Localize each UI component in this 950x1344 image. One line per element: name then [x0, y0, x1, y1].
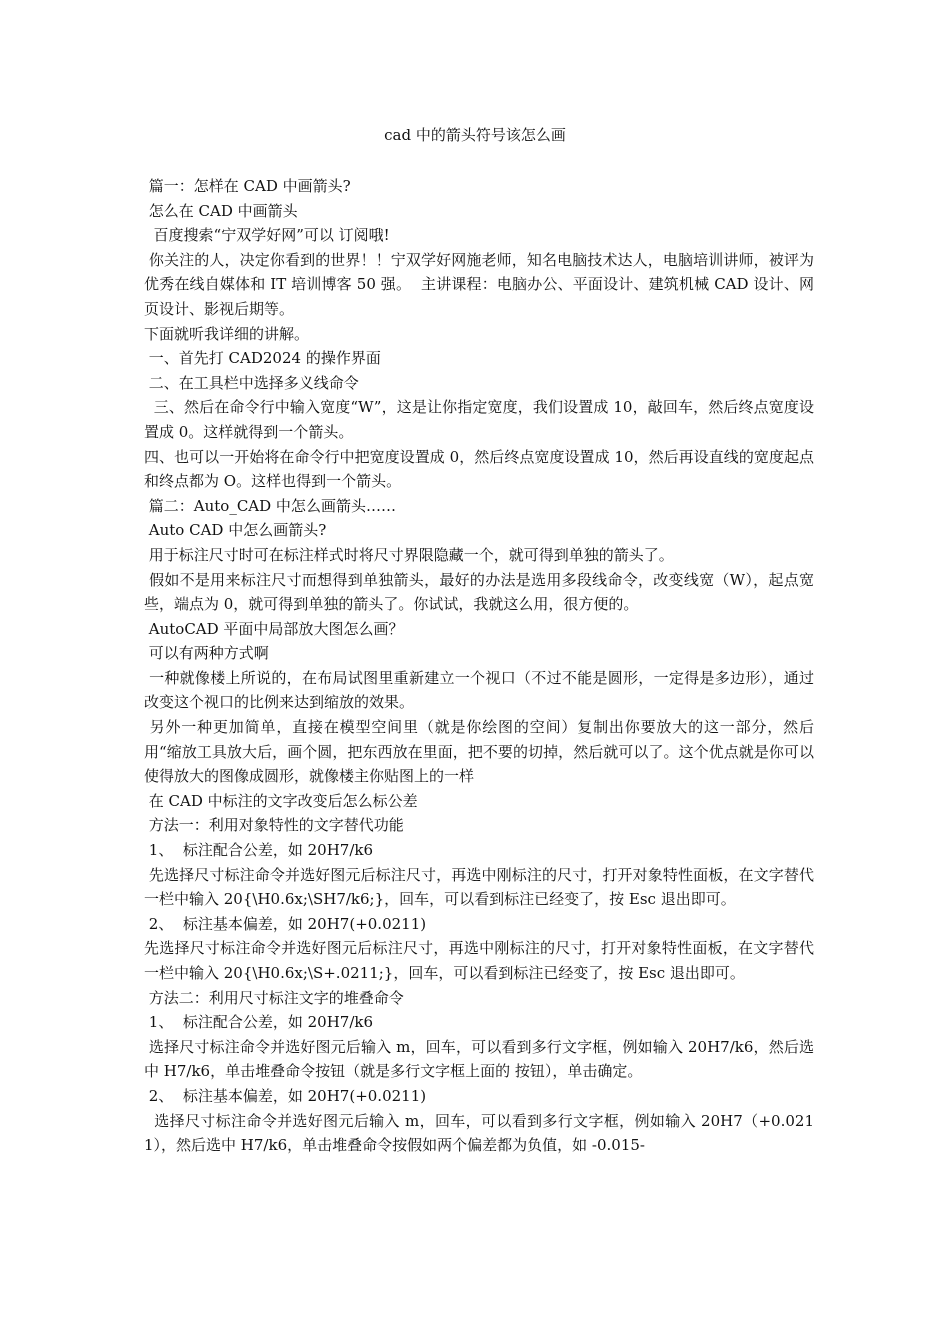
paragraph: Auto CAD 中怎么画箭头?: [144, 521, 327, 540]
paragraph: 二、在工具栏中选择多义线命令: [144, 373, 359, 392]
paragraph: 2、 标注基本偏差，如 20H7(+0.0211): [144, 914, 427, 933]
paragraph: 1、 标注配合公差，如 20H7/k6: [144, 841, 374, 860]
paragraph: 选择尺寸标注命令并选好图元后输入 m，回车，可以看到多行文字框，例如输入 20H7（+0.0211），然后选中 H7/k6，单击堆叠命令按假如两个偏差都为负值，如 -0.015-: [144, 1111, 814, 1155]
paragraph: 可以有两种方式啊: [144, 644, 269, 663]
paragraph: 怎么在 CAD 中画箭头: [144, 201, 298, 220]
document-title: cad 中的箭头符号该怎么画: [384, 126, 566, 144]
paragraph: 一种就像楼上所说的，在布局试图里重新建立一个视口（不过不能是圆形，一定得是多边形），通过改变这个视口的比例来达到缩放的效果。: [144, 668, 814, 712]
paragraph: 1、 标注配合公差，如 20H7/k6: [144, 1013, 374, 1032]
paragraph: 选择尺寸标注命令并选好图元后输入 m，回车，可以看到多行文字框，例如输入 20H7/k6，然后选中 H7/k6，单击堆叠命令按钮（就是多行文字框上面的 按钮），单击确定。: [144, 1037, 814, 1081]
paragraph: 2、 标注基本偏差，如 20H7(+0.0211): [144, 1086, 427, 1105]
paragraph: 一、首先打 CAD2024 的操作界面: [144, 349, 381, 368]
paragraph: 用于标注尺寸时可在标注样式时将尺寸界限隐藏一个，就可得到单独的箭头了。: [144, 545, 674, 564]
paragraph: 篇一：怎样在 CAD 中画箭头?: [144, 177, 351, 195]
paragraph: 四、也可以一开始将在命令行中把宽度设置成 0，然后终点宽度设置成 10，然后再设直线的宽度起点和终点都为 O。这样也得到一个箭头。: [144, 447, 814, 491]
paragraph: 下面就听我详细的讲解。: [144, 324, 310, 343]
paragraph: 方法一：利用对象特性的文字替代功能: [144, 816, 404, 835]
paragraph: AutoCAD 平面中局部放大图怎么画？: [144, 619, 404, 638]
paragraph: 假如不是用来标注尺寸而想得到单独箭头，最好的办法是选用多段线命令，改变线宽（W），起点宽些，端点为 0，就可得到单独的箭头了。你试试，我就这么用，很方便的。: [144, 570, 814, 614]
paragraph: 百度搜索“宁双学好网”可以 订阅哦!: [144, 226, 390, 245]
paragraph: 方法二：利用尺寸标注文字的堆叠命令: [144, 988, 404, 1007]
paragraph: 先选择尺寸标注命令并选好图元后标注尺寸，再选中刚标注的尺寸，打开对象特性面板，在文字替代一栏中输入 20{\H0.6x;\S+.0211;}，回车，可以看到标注已经变了，按 Esc 退出即可。: [144, 939, 814, 982]
paragraph: 在 CAD 中标注的文字改变后怎么标公差: [144, 791, 418, 810]
document-body: [144, 174, 814, 1158]
paragraph: 先选择尺寸标注命令并选好图元后标注尺寸，再选中刚标注的尺寸，打开对象特性面板，在文字替代一栏中输入 20{\H0.6x;\SH7/k6;}，回车，可以看到标注已经变了，按 Esc 退出即可。: [144, 865, 814, 909]
paragraph: 篇二：Auto_CAD 中怎么画箭头……: [144, 496, 396, 515]
paragraph: 你关注的人，决定你看到的世界！！宁双学好网施老师，知名电脑技术达人，电脑培训讲师，被评为优秀在线自媒体和 IT 培训博客 50 强。 主讲课程：电脑办公、平面设计、建筑机械 CAD 设计、网页设计、影视后期等。: [144, 250, 814, 318]
paragraph: 另外一种更加简单，直接在模型空间里（就是你绘图的空间）复制出你要放大的这一部分，然后用“缩放工具放大后，画个圆，把东西放在里面，把不要的切掉，然后就可以了。这个优点就是你可以使得放大的图像成圆形，就像楼主你贴图上的一样: [144, 718, 814, 786]
paragraph: 三、然后在命令行中输入宽度“W”，这是让你指定宽度，我们设置成 10，敲回车，然后终点宽度设置成 0。这样就得到一个箭头。: [144, 398, 814, 441]
